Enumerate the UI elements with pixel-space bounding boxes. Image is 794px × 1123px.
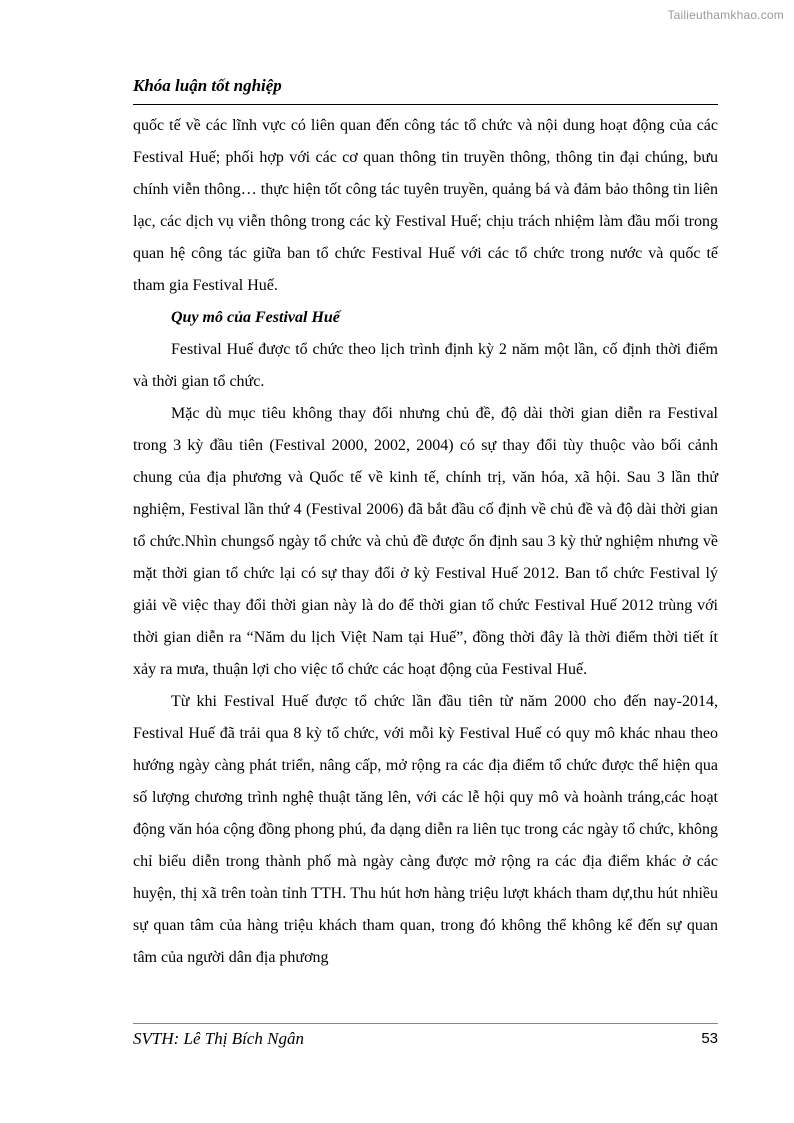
- header-divider: [133, 104, 718, 105]
- page-number: 53: [701, 1030, 718, 1047]
- document-body: [133, 110, 718, 974]
- section-subheading: Quy mô của Festival Huế: [171, 309, 340, 326]
- paragraph-continuation: quốc tế về các lĩnh vực có liên quan đến công tác tổ chức và nội dung hoạt động của các Festival Huế; phối hợp với các cơ quan thông tin truyền thông, thông tin đại chúng, bưu chính viễn thông… thực hiện tốt công tác tuyên truyền, quảng bá và đảm bảo thông tin liên lạc, các dịch vụ viễn thông trong các kỳ Festival Huế; chịu trách nhiệm làm đầu mối trong quan hệ công tác giữa ban tổ chức Festival Huế với các tổ chức trong nước và quốc tế tham gia Festival Huế.: [133, 117, 718, 294]
- footer-divider: [133, 1023, 718, 1024]
- watermark-text: Tailieuthamkhao.com: [667, 8, 784, 22]
- paragraph: Festival Huế được tổ chức theo lịch trình định kỳ 2 năm một lần, cố định thời điểm và thời gian tổ chức.: [133, 341, 718, 390]
- paragraph: Mặc dù mục tiêu không thay đổi nhưng chủ đề, độ dài thời gian diễn ra Festival trong 3 kỳ đầu tiên (Festival 2000, 2002, 2004) có sự thay đổi tùy thuộc vào bối cảnh chung của địa phương và Quốc tế về kinh tế, chính trị, văn hóa, xã hội. Sau 3 lần thử nghiệm, Festival lần thứ 4 (Festival 2006) đã bắt đầu cố định về chủ đề và độ dài thời gian tổ chức.Nhìn chungsố ngày tổ chức và chủ đề được ổn định sau 3 kỳ thử nghiệm nhưng về mặt thời gian tổ chức lại có sự thay đổi ở kỳ Festival Huế 2012. Ban tổ chức Festival lý giải về việc thay đổi thời gian này là do để thời gian tổ chức Festival Huế 2012 trùng với thời gian diễn ra “Năm du lịch Việt Nam tại Huế”, đồng thời đây là thời điểm thời tiết ít xảy ra mưa, thuận lợi cho việc tổ chức các hoạt động của Festival Huế.: [133, 405, 718, 678]
- page-header-title: Khóa luận tốt nghiệp: [133, 76, 282, 95]
- paragraph: Từ khi Festival Huế được tổ chức lần đầu tiên từ năm 2000 cho đến nay-2014, Festival Huế đã trải qua 8 kỳ tổ chức, với mỗi kỳ Festival Huế có quy mô khác nhau theo hướng ngày càng phát triển, nâng cấp, mở rộng ra các địa điểm tổ chức được thể hiện qua số lượng chương trình nghệ thuật tăng lên, với các lễ hội quy mô và hoành tráng,các hoạt động văn hóa cộng đồng phong phú, đa dạng diễn ra liên tục trong các ngày tổ chức, không chỉ biểu diễn trong thành phố mà ngày càng được mở rộng ra các địa điểm khác ở các huyện, thị xã trên toàn tỉnh TTH. Thu hút hơn hàng triệu lượt khách tham dự,thu hút nhiều sự quan tâm của hàng triệu khách tham quan, trong đó không thể không kể đến sự quan tâm của người dân địa phương: [133, 693, 718, 966]
- footer-author: SVTH: Lê Thị Bích Ngân: [133, 1029, 304, 1048]
